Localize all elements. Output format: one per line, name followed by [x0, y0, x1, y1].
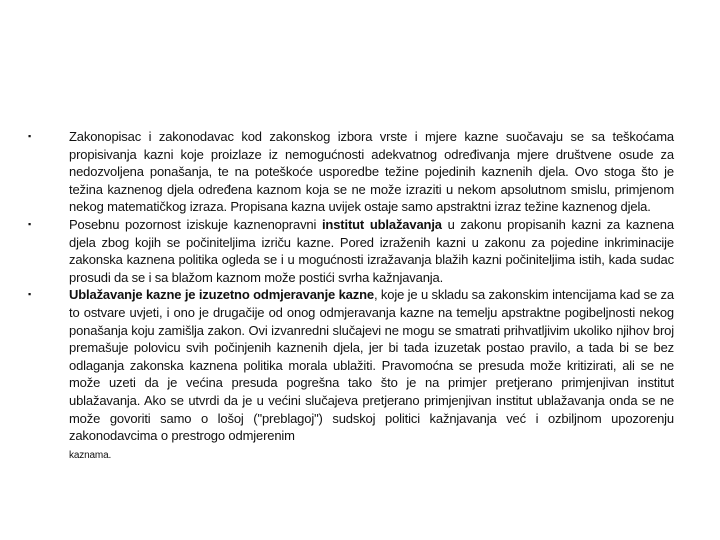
bullet-item-difficulties: [28, 128, 674, 216]
bullet-list: [28, 128, 674, 467]
paragraph-text: Zakonopisac i zakonodavac kod zakonskog izbora vrste i mjere kazne suočavaju se sa teškoćama propisivanja kazni koje proizlaze iz nemogućnosti adekvatnog određivanja mjere društvene osude za nedozvoljena ponašanja, te na poteškoće usporedbe težine pojedinih kaznenih djela. Ovo stoga što je težina kaznenog djela određena kaznom koja se ne može izraziti u nekom apsolutnom smislu, primjenom nekog matematičkog izraza. Propisana kazna uvijek ostaje samo apstraktni izraz težine kaznenog djela.: [69, 129, 674, 215]
bullet-marker: ▪: [28, 131, 32, 141]
bullet-marker: ▪: [28, 218, 32, 229]
bold-term: institut ublažavanja: [321, 216, 442, 232]
bullet-item-mitigation-definition: [28, 286, 674, 466]
paragraph-text: Posebnu pozornost iziskuje kaznenopravni: [69, 216, 322, 232]
paragraph-text: , koje je u skladu sa zakonskim intencijama kad se za to ostvare uvjeti, i ono je drugačije od onog odmjeravanja kazne na temelju apstraktne pogibeljnosti nekog ponašanja koju zamišlja zakon. Ovi izvanredni slučajevi ne mogu se smatrati prihvatljivim ukoliko njihov broj premašuje polovicu svih počinjenih kaznenih djela, jer bi tada izuzetak postao pravilo, a tada bi se bez odlaganja zakonska kaznena politika morala ublažiti. Pravomoćna se presuda može kritizirati, ali se ne može uzeti da je većina presuda pogrešna tako što je na primjer pretjerano primjenjivan institut ublažavanja. Ako se utvrdi da je u većini slučajeva pretjerano primjenjivan institut ublažavanja onda se ne može govoriti samo o lošoj ("preblagoj") sudskoj politici kažnjavanja već i ozbiljnom upozorenju zakonodavcima o prestrogo odmjerenim: [69, 287, 674, 444]
paragraph-tail: kaznama.: [69, 449, 112, 461]
paragraph-text: u zakonu propisanih kazni za kaznena djela zbog kojih se počiniteljima izriču kazne. Pored izraženih kazni u zakonu za pojedine inkriminacije zakonska kaznena politika ogleda se i u mogućnosti izražavanja blažih kazni počiniteljima istih, kada sudac prosudi da se i sa blažom kaznom može postići svrha kažnjavanja.: [69, 216, 674, 285]
bullet-marker: ▪: [28, 289, 32, 300]
bold-term: Ublažavanje kazne je izuzetno odmjeravanje kazne: [69, 287, 374, 303]
bullet-item-mitigation-institute: [28, 216, 674, 286]
